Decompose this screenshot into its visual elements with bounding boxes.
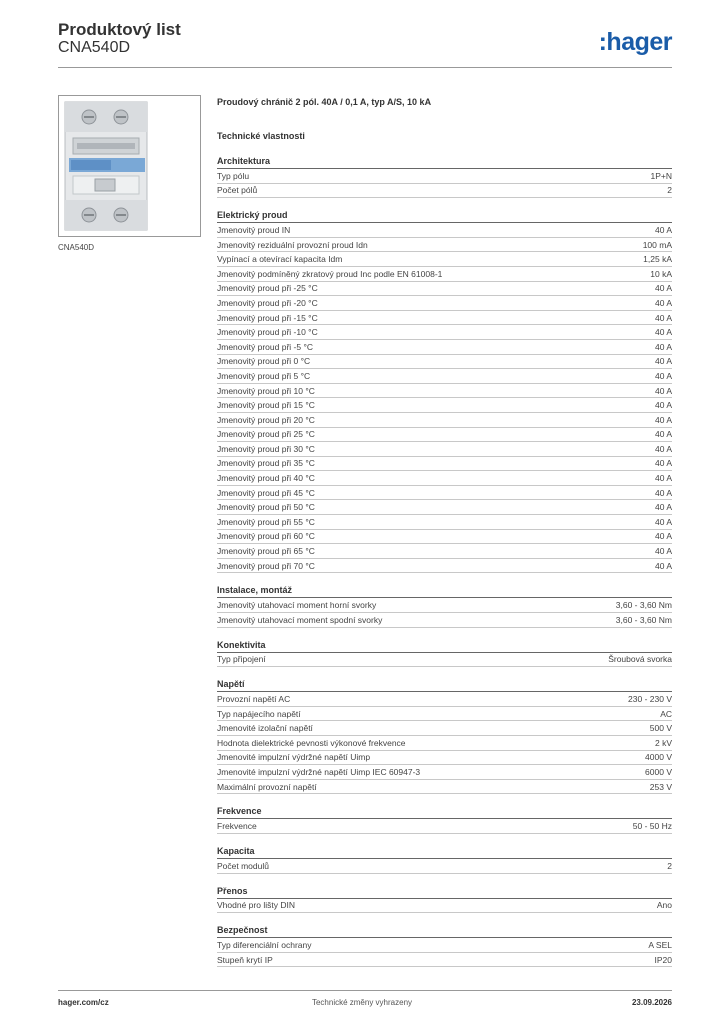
spec-value: 40 A (654, 516, 672, 527)
spec-value: 40 A (654, 370, 672, 381)
spec-value: 2 kV (654, 737, 672, 748)
spec-label: Jmenovité izolační napětí (217, 723, 313, 734)
spec-row (217, 780, 672, 795)
spec-value: 40 A (654, 429, 672, 440)
spec-row (217, 296, 672, 311)
spec-value: AC (660, 708, 672, 719)
spec-label: Vypínací a otevírací kapacita Idm (217, 254, 343, 265)
spec-label: Hodnota dielektrické pevnosti výkonové frekvence (217, 737, 406, 748)
spec-label: Typ připojení (217, 654, 266, 665)
spec-row (217, 369, 672, 384)
spec-value: IP20 (654, 954, 672, 965)
spec-row (217, 707, 672, 722)
spec-section (217, 584, 672, 627)
spec-row (217, 530, 672, 545)
spec-value: 3,60 - 3,60 Nm (615, 600, 672, 611)
spec-value: 40 A (654, 312, 672, 323)
spec-row (217, 721, 672, 736)
spec-row (217, 413, 672, 428)
spec-row (217, 457, 672, 472)
spec-value: 40 A (654, 458, 672, 469)
spec-row (217, 184, 672, 199)
spec-value: 1P+N (650, 170, 672, 181)
spec-content (217, 96, 672, 978)
spec-value: 230 - 230 V (628, 694, 672, 705)
header-divider (58, 67, 672, 68)
spec-label: Maximální provozní napětí (217, 781, 317, 792)
spec-row (217, 938, 672, 953)
spec-sections (217, 155, 672, 967)
spec-value: 10 kA (650, 268, 672, 279)
spec-row (217, 953, 672, 968)
spec-value: 40 A (654, 400, 672, 411)
spec-value: 50 - 50 Hz (632, 821, 672, 832)
spec-row (217, 238, 672, 253)
spec-value: 40 A (654, 341, 672, 352)
spec-value: 2 (667, 860, 672, 871)
spec-label: Jmenovitý proud při 10 °C (217, 385, 315, 396)
spec-label: Jmenovitý proud při -15 °C (217, 312, 318, 323)
footer-date: 23.09.2026 (631, 998, 672, 1007)
spec-section (217, 924, 672, 967)
product-caption: CNA540D (58, 243, 95, 252)
spec-label: Jmenovitý proud při -5 °C (217, 341, 313, 352)
spec-value: 40 A (654, 473, 672, 484)
spec-row (217, 398, 672, 413)
spec-row (217, 613, 672, 628)
spec-value: 40 A (654, 297, 672, 308)
spec-row (217, 442, 672, 457)
spec-value: 4000 V (645, 752, 672, 763)
hager-logo: :hager (598, 28, 672, 56)
spec-row (217, 598, 672, 613)
footer-divider (58, 990, 672, 991)
spec-value: 1,25 kA (643, 254, 672, 265)
spec-row (217, 325, 672, 340)
technical-properties-title: Technické vlastnosti (217, 131, 305, 141)
section-title: Bezpečnost (217, 924, 672, 938)
spec-row (217, 899, 672, 914)
spec-row (217, 765, 672, 780)
spec-section (217, 885, 672, 914)
section-title: Instalace, montáž (217, 584, 672, 598)
footer-website: hager.com/cz (58, 998, 109, 1007)
spec-label: Jmenovitý proud IN (217, 224, 291, 235)
spec-label: Typ diferenciální ochrany (217, 939, 312, 950)
footer-disclaimer: Technické změny vyhrazeny (311, 998, 413, 1007)
spec-row (217, 340, 672, 355)
spec-value: 40 A (654, 531, 672, 542)
spec-value: 500 V (649, 723, 672, 734)
product-image (58, 95, 201, 237)
spec-label: Jmenovitý proud při 55 °C (217, 516, 315, 527)
spec-label: Jmenovitý proud při 45 °C (217, 487, 315, 498)
spec-label: Jmenovitý proud při 25 °C (217, 429, 315, 440)
spec-value: 40 A (654, 224, 672, 235)
spec-row (217, 859, 672, 874)
spec-row (217, 486, 672, 501)
spec-label: Jmenovitý utahovací moment spodní svorky (217, 614, 383, 625)
spec-row (217, 311, 672, 326)
spec-label: Jmenovité impulzní výdržné napětí Uimp IEC 60947-3 (217, 766, 421, 777)
spec-label: Počet modulů (217, 860, 269, 871)
spec-label: Jmenovitý proud při 40 °C (217, 473, 315, 484)
spec-row (217, 559, 672, 574)
spec-label: Jmenovitý proud při 30 °C (217, 443, 315, 454)
spec-row (217, 515, 672, 530)
spec-section (217, 155, 672, 198)
spec-row (217, 736, 672, 751)
spec-label: Provozní napětí AC (217, 694, 291, 705)
spec-label: Počet pólů (217, 185, 258, 196)
spec-label: Jmenovitý proud při 60 °C (217, 531, 315, 542)
spec-row (217, 169, 672, 184)
spec-row (217, 428, 672, 443)
spec-value: 6000 V (645, 766, 672, 777)
spec-label: Typ pólu (217, 170, 250, 181)
spec-value: 3,60 - 3,60 Nm (615, 614, 672, 625)
spec-label: Jmenovitý podmíněný zkratový proud Inc podle EN 61008-1 (217, 268, 443, 279)
spec-value: 40 A (654, 502, 672, 513)
section-title: Konektivita (217, 639, 672, 653)
spec-row (217, 267, 672, 282)
spec-section (217, 845, 672, 874)
spec-value: Šroubová svorka (608, 654, 672, 665)
spec-label: Jmenovitý utahovací moment horní svorky (217, 600, 377, 611)
spec-value: 40 A (654, 443, 672, 454)
spec-value: 40 A (654, 560, 672, 571)
spec-label: Frekvence (217, 821, 257, 832)
spec-value: A SEL (648, 939, 672, 950)
spec-row (217, 355, 672, 370)
section-title: Přenos (217, 885, 672, 899)
spec-label: Typ napájecího napětí (217, 708, 301, 719)
spec-row (217, 384, 672, 399)
spec-label: Jmenovité impulzní výdržné napětí Uimp (217, 752, 371, 763)
spec-row (217, 471, 672, 486)
spec-label: Jmenovitý proud při 5 °C (217, 370, 311, 381)
spec-label: Jmenovitý proud při 35 °C (217, 458, 315, 469)
section-title: Napětí (217, 678, 672, 692)
spec-row (217, 282, 672, 297)
spec-section (217, 678, 672, 794)
spec-value: Ano (656, 900, 672, 911)
section-title: Architektura (217, 155, 672, 169)
section-title: Frekvence (217, 805, 672, 819)
spec-label: Stupeň krytí IP (217, 954, 273, 965)
spec-label: Jmenovitý proud při 70 °C (217, 560, 315, 571)
spec-section (217, 209, 672, 573)
spec-row (217, 252, 672, 267)
spec-row (217, 819, 672, 834)
spec-label: Vhodné pro lišty DIN (217, 900, 295, 911)
spec-row (217, 223, 672, 238)
product-description: Proudový chránič 2 pól. 40A / 0,1 A, typ A/S, 10 kA (217, 97, 432, 107)
spec-row (217, 653, 672, 668)
spec-label: Jmenovitý proud při -10 °C (217, 327, 318, 338)
circuit-breaker-illustration (59, 96, 200, 236)
spec-label: Jmenovitý proud při 50 °C (217, 502, 315, 513)
product-code: CNA540D (58, 39, 131, 56)
spec-row (217, 751, 672, 766)
spec-value: 40 A (654, 414, 672, 425)
spec-value: 40 A (654, 546, 672, 557)
spec-section (217, 639, 672, 668)
spec-value: 2 (667, 185, 672, 196)
section-title: Elektrický proud (217, 209, 672, 223)
spec-value: 40 A (654, 356, 672, 367)
spec-label: Jmenovitý proud při 65 °C (217, 546, 315, 557)
spec-value: 40 A (654, 327, 672, 338)
spec-label: Jmenovitý proud při 0 °C (217, 356, 311, 367)
spec-label: Jmenovitý proud při 15 °C (217, 400, 315, 411)
spec-value: 40 A (654, 385, 672, 396)
spec-row (217, 692, 672, 707)
section-title: Kapacita (217, 845, 672, 859)
page-title: Produktový list (58, 20, 181, 39)
spec-row (217, 544, 672, 559)
spec-label: Jmenovitý proud při -20 °C (217, 297, 318, 308)
spec-value: 100 mA (642, 239, 672, 250)
spec-label: Jmenovitý reziduální provozní proud Idn (217, 239, 368, 250)
spec-value: 253 V (649, 781, 672, 792)
spec-label: Jmenovitý proud při -25 °C (217, 283, 318, 294)
spec-section (217, 805, 672, 834)
spec-label: Jmenovitý proud při 20 °C (217, 414, 315, 425)
spec-row (217, 500, 672, 515)
spec-value: 40 A (654, 487, 672, 498)
spec-value: 40 A (654, 283, 672, 294)
